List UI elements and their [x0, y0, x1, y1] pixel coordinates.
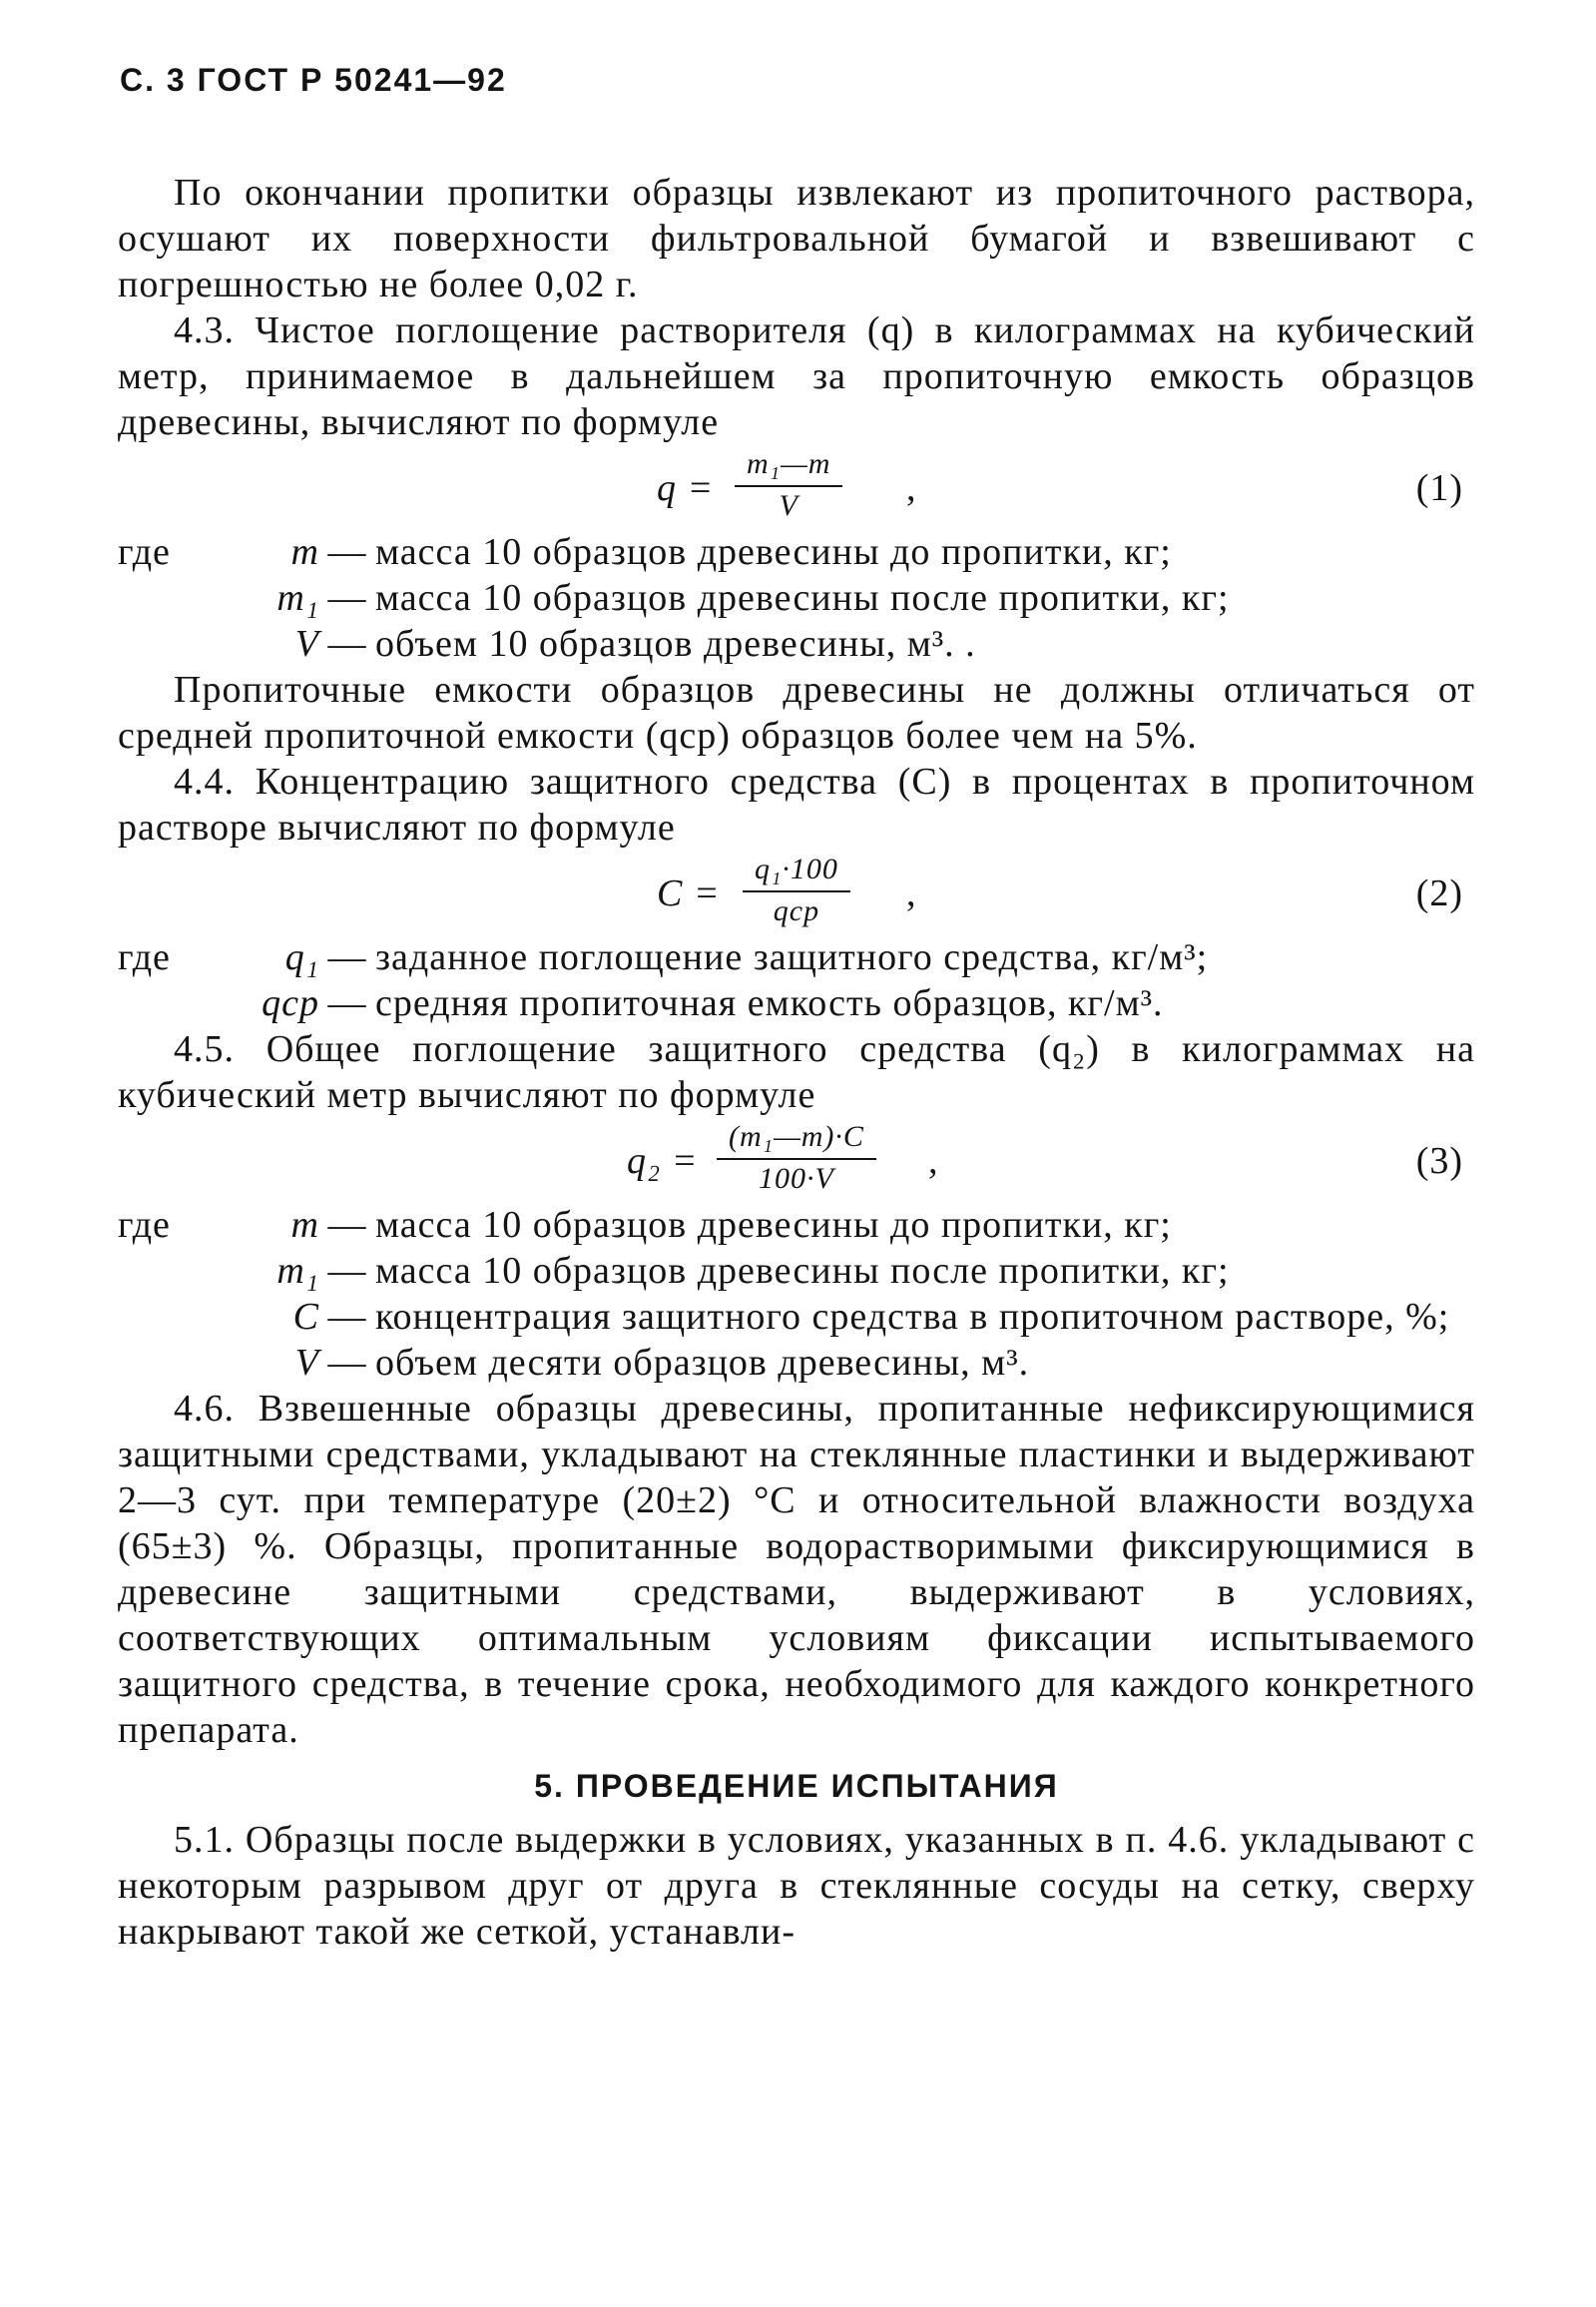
formula-2-fraction — [743, 851, 850, 930]
where-dash: — — [327, 1250, 367, 1292]
document-body — [118, 170, 1475, 1955]
where-3-row-3 — [118, 1294, 1475, 1340]
where-symbol: m₁ — [276, 577, 319, 619]
formula-2-denominator: qср — [773, 894, 820, 927]
where-dash: — — [327, 1296, 367, 1338]
section-5-title: 5. ПРОВЕДЕНИЕ ИСПЫТАНИЯ — [534, 1768, 1059, 1804]
where-3-row-1 — [118, 1202, 1475, 1248]
where-description: масса 10 образцов древесины после пропитки, кг; — [375, 1250, 1230, 1292]
where-label: где — [118, 1204, 171, 1246]
where-symbol: m — [290, 531, 319, 573]
where-1-row-2 — [118, 575, 1475, 621]
paragraph-5-1: 5.1. Образцы после выдержки в условиях, указанных в п. 4.6. укладывают с некоторым разрывом друг от друга в стеклянные сосуды на сетку, сверху накрывают такой же сеткой, устанавли- — [118, 1819, 1475, 1953]
formula-2-number: (2) — [1415, 872, 1463, 914]
where-label — [118, 1340, 214, 1386]
where-dash: — — [327, 1204, 367, 1246]
paragraph-4-5: 4.5. Общее поглощение защитного средства (q₂) в килограммах на кубический метр вычисляют по формуле — [118, 1028, 1475, 1116]
formula-3-numerator: (m₁—m)·C — [729, 1120, 864, 1153]
where-3-row-4 — [118, 1340, 1475, 1386]
formula-1-number: (1) — [1415, 467, 1463, 509]
where-1-row-1 — [118, 529, 1475, 575]
paragraph-4-4: 4.4. Концентрацию защитного средства (С) в процентах в пропиточном растворе вычисляют по формуле — [118, 761, 1475, 849]
where-description: объем десяти образцов древесины, м³. — [375, 1342, 1030, 1384]
formula-2-lhs: C = — [657, 872, 721, 914]
where-label — [118, 980, 214, 1026]
where-symbol: C — [292, 1296, 319, 1338]
where-description: масса 10 образцов древесины до пропитки, кг; — [375, 531, 1172, 573]
formula-3-fraction — [717, 1118, 876, 1198]
formula-1-fraction — [735, 445, 842, 525]
where-symbol: V — [294, 623, 319, 665]
formula-3-lhs: q₂ = — [627, 1140, 699, 1182]
formula-1-comma: , — [906, 467, 917, 509]
where-description: объем 10 образцов древесины, м³. . — [375, 623, 976, 665]
where-description: концентрация защитного средства в пропиточном растворе, %; — [375, 1296, 1450, 1338]
where-description: заданное поглощение защитного средства, кг/м³; — [375, 936, 1209, 978]
where-dash: — — [327, 531, 367, 573]
formula-1-lhs: q = — [657, 467, 715, 509]
formula-3-denominator: 100·V — [759, 1162, 834, 1195]
where-label — [118, 1294, 214, 1340]
formula-1-numerator: m₁—m — [747, 447, 831, 480]
where-2-row-2 — [118, 980, 1475, 1026]
where-label — [118, 575, 214, 621]
page-header: С. 3 ГОСТ Р 50241—92 — [120, 62, 507, 98]
formula-2-numerator: q₁·100 — [755, 853, 838, 885]
formula-2-comma: , — [906, 872, 917, 914]
formula-3 — [118, 1118, 1475, 1202]
where-dash: — — [327, 936, 367, 978]
paragraph-4-3: 4.3. Чистое поглощение растворителя (q) в килограммах на кубический метр, принимаемое в дальнейшем за пропиточную емкость образцов древесины, вычисляют по формуле — [118, 309, 1475, 443]
paragraph-intro: По окончании пропитки образцы извлекают из пропиточного раствора, осушают их поверхности фильтровальной бумагой и взвешивают с погрешностью не более 0,02 г. — [118, 172, 1475, 305]
where-2-row-1 — [118, 934, 1475, 980]
where-3-row-2 — [118, 1248, 1475, 1294]
where-label: где — [118, 531, 171, 573]
where-symbol: m₁ — [276, 1250, 319, 1292]
where-symbol: q₁ — [284, 936, 319, 978]
where-symbol: m — [290, 1204, 319, 1246]
where-dash: — — [327, 1342, 367, 1384]
where-label — [118, 621, 214, 667]
paragraph-capacity: Пропиточные емкости образцов древесины не должны отличаться от средней пропиточной емкости (qср) образцов более чем на 5%. — [118, 669, 1475, 757]
where-label: где — [118, 936, 171, 978]
where-symbol: qср — [262, 982, 319, 1024]
where-label — [118, 1248, 214, 1294]
where-description: масса 10 образцов древесины после пропитки, кг; — [375, 577, 1230, 619]
paragraph-4-6: 4.6. Взвешенные образцы древесины, пропитанные нефиксирующимися защитными средствами, укладывают на стеклянные пластинки и выдерживают 2—3 сут. при температуре (20±2) °С и относительной влажности воздуха (65±3) %. Образцы, пропитанные водорастворимыми фиксирующимися в древесине защитными средствами, выдерживают в условиях, соответствующих оптимальным условиям фиксации испытываемого защитного средства, в течение срока, необходимого для каждого конкретного препарата. — [118, 1388, 1475, 1751]
formula-3-number: (3) — [1415, 1140, 1463, 1182]
formula-3-comma: , — [928, 1140, 939, 1182]
where-symbol: V — [294, 1342, 319, 1384]
formula-1 — [118, 445, 1475, 529]
formula-2 — [118, 851, 1475, 934]
formula-1-denominator: V — [779, 489, 798, 522]
where-dash: — — [327, 577, 367, 619]
where-dash: — — [327, 623, 367, 665]
where-description: средняя пропиточная емкость образцов, кг/м³. — [375, 982, 1164, 1024]
where-1-row-3 — [118, 621, 1475, 667]
where-description: масса 10 образцов древесины до пропитки, кг; — [375, 1204, 1172, 1246]
where-dash: — — [327, 982, 367, 1024]
